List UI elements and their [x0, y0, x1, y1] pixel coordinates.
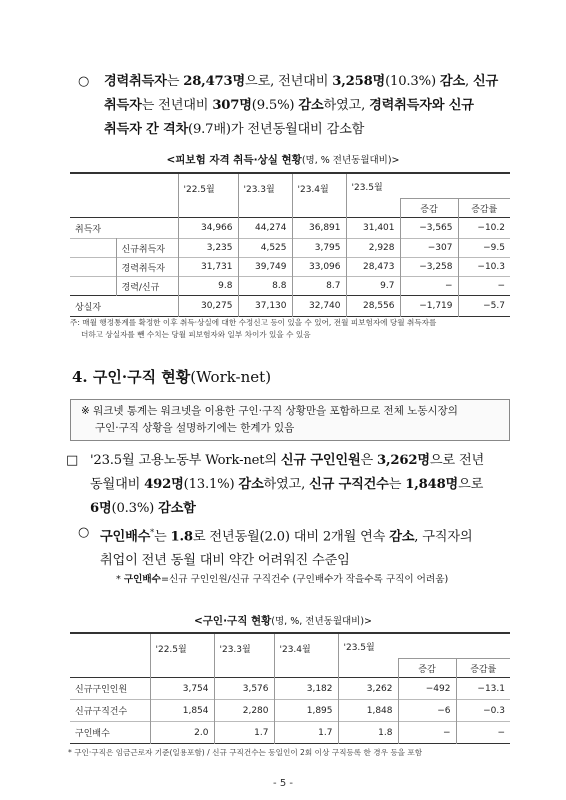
- table2-caption: <구인·구직 현황(명, %, 전년동월대비)>: [193, 615, 373, 627]
- circle-bullet-icon: ○: [78, 525, 90, 540]
- row-label: 신규구인인원: [75, 685, 128, 695]
- insurance-table-body: [70, 174, 510, 317]
- ratio-footnote: * 구인배수=신규 구인인원/신규 구직건수 (구인배수가 작을수록 구직이 어려움): [116, 574, 449, 585]
- table1-header: '22.5월: [178, 174, 238, 218]
- summary-line-3: 취득자 간 격차(9.7배)가 전년동월대비 감소함: [104, 122, 365, 137]
- table-row: 경력취득자 31,731 39,749 33,096 28,473 −3,258 −10.3: [70, 258, 510, 277]
- table-row: 취득자 34,966 44,274 36,891 31,401 −3,565 −10.2: [70, 218, 510, 239]
- table1-header-row: [70, 174, 510, 199]
- table1-header: 증감: [400, 199, 458, 218]
- table-row: 신규구직건수 1,854 2,280 1,895 1,848 −6 −0.3: [70, 700, 510, 722]
- table-row: 구인배수 2.0 1.7 1.7 1.8 − −: [70, 722, 510, 744]
- table1-caption: <피보험 자격 취득·상실 현황(명, % 전년동월대비)>: [166, 154, 400, 166]
- row-label: 상실자: [75, 302, 102, 313]
- section-title: 4. 구인·구직 현황(Work-net): [72, 368, 272, 386]
- row-label: 신규구직건수: [75, 707, 128, 717]
- row-label: 경력/신규: [116, 277, 178, 296]
- page-number: - 5 -: [273, 778, 293, 789]
- circle-bullet-icon: ○: [78, 74, 90, 89]
- recruitment-paragraph: □ '23.5월 고용노동부 Work-net의 신규 구인인원은 3,262명으로 전년 동월대비 492명(13.1%) 감소하였고, 신규 구직건수는 1,848명으로 6명(0.3%) 감소함: [66, 449, 526, 521]
- table2-header: 증감률: [456, 659, 510, 678]
- row-label: 구인배수: [75, 729, 110, 739]
- table1-note: 주: 매월 행정통계를 확정한 이후 취득·상실에 대한 수정신고 등이 있을 수 있어, 전월 피보험자에 당월 취득자를 더하고 상실자를 뺀 수치는 당월 피보험자와 일부 차이가 있을 수 있음: [70, 318, 437, 339]
- table2-header: 증감: [398, 659, 456, 678]
- table-row: 경력/신규 9.8 8.8 8.7 9.7 − −: [70, 277, 510, 296]
- table2-header: '23.4월: [274, 634, 338, 678]
- table-row: 신규구인인원 3,754 3,576 3,182 3,262 −492 −13.1: [70, 678, 510, 700]
- table2-header: '22.5월: [150, 634, 214, 678]
- row-label: 취득자: [75, 224, 102, 235]
- row-label: 신규취득자: [116, 239, 178, 258]
- square-bullet-icon: □: [66, 453, 79, 468]
- table1-header: '23.3월: [238, 174, 292, 218]
- table2-header: '23.3월: [214, 634, 274, 678]
- table2-header: '23.5월: [338, 634, 510, 659]
- summary-line-1: 경력취득자는 28,473명으로, 전년대비 3,258명(10.3%) 감소, 신규: [104, 74, 499, 89]
- notice-box: ※ 워크넷 통계는 워크넷을 이용한 구인·구직 상황만을 포함하므로 전체 노동시장의 구인·구직 상황을 설명하기에는 한계가 있음: [70, 399, 510, 441]
- table1-header: 증감률: [458, 199, 510, 218]
- table1-header: '23.5월: [346, 174, 510, 199]
- table-row: 상실자 30,275 37,130 32,740 28,556 −1,719 −5.7: [70, 296, 510, 317]
- table2-note: * 구인·구직은 임금근로자 기준(일용포함) / 신규 구직건수는 동일인이 2회 이상 구직등록 한 경우 등을 포함: [68, 748, 423, 757]
- table2-header-row: [70, 634, 510, 659]
- summary-line-2: 취득자는 전년대비 307명(9.5%) 감소하였고, 경력취득자와 신규: [104, 98, 474, 113]
- table1-header: '23.4월: [292, 174, 346, 218]
- row-label: 경력취득자: [116, 258, 178, 277]
- recruitment-table-body: [70, 634, 510, 744]
- insurance-table: [70, 172, 510, 317]
- summary-paragraph: [78, 70, 518, 142]
- recruitment-table: [70, 632, 510, 744]
- table-row: 신규취득자 3,235 4,525 3,795 2,928 −307 −9.5: [70, 239, 510, 258]
- job-ratio-paragraph: ○ 구인배수*는 1.8로 전년동월(2.0) 대비 2개월 연속 감소, 구직자의 취업이 전년 동월 대비 약간 어려워진 수준임: [78, 521, 528, 573]
